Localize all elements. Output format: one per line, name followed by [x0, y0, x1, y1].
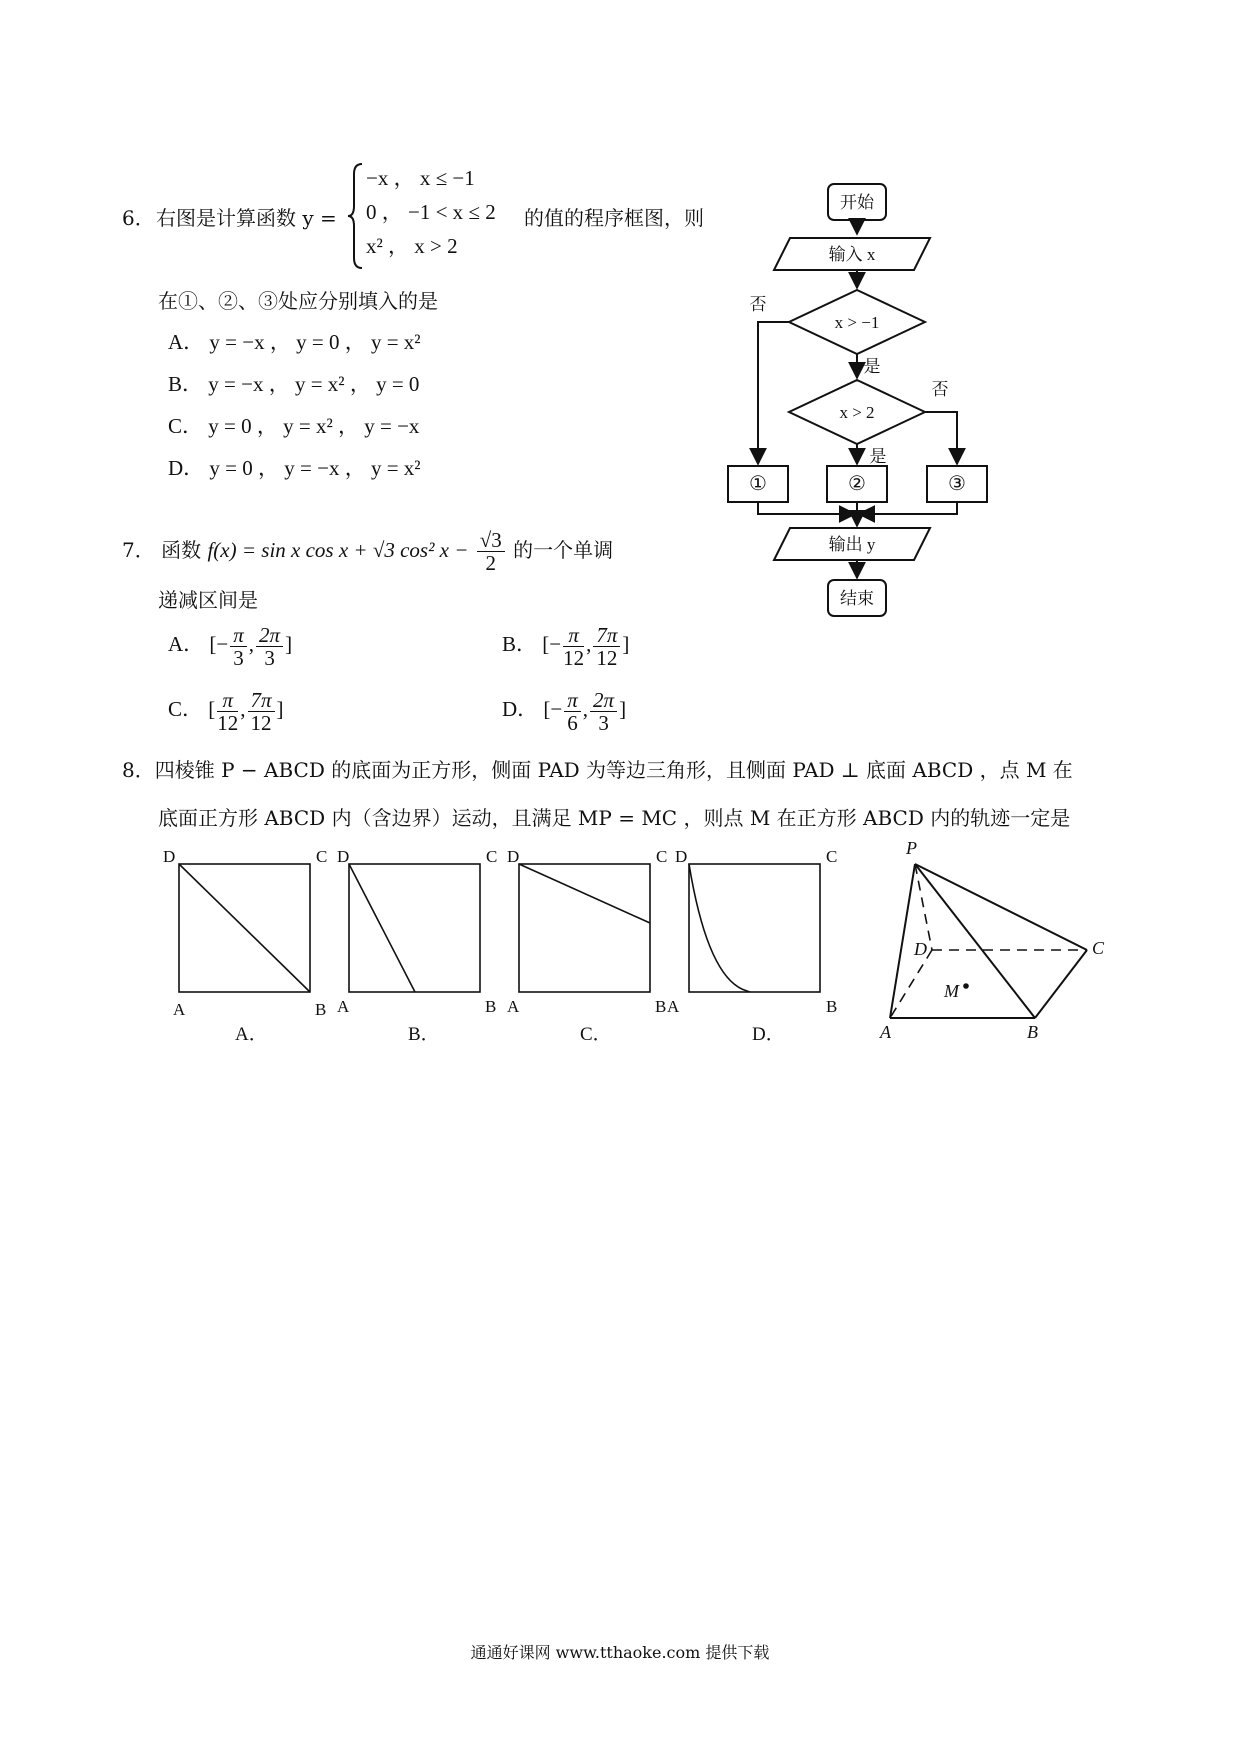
q8-line1 — [122, 757, 1073, 783]
q7-option-b: B． [− $\frac{\pi}{12}$ , $\frac{7\pi}{12}$ ] — [502, 622, 630, 670]
pyramid-label-p: P — [906, 838, 917, 858]
choice-b-label-a: A — [337, 997, 350, 1016]
choice-c-label-d: D — [507, 847, 520, 866]
pyramid-label-a: A — [880, 1022, 891, 1042]
q7-b-n1: π — [563, 624, 584, 647]
q7-function: f(x) = sin x cos x + √3 cos² x − — [207, 538, 469, 562]
flow-yes1-label: 是 — [863, 357, 881, 376]
q7-d-d1: 6 — [567, 710, 578, 735]
pyramid-label-m: M — [944, 981, 959, 1001]
pyramid-label-c: C — [1092, 938, 1105, 958]
flow-output-label: 输出 y — [828, 535, 876, 554]
choice-b-label-d: D — [337, 847, 350, 866]
q6-number: 6． — [122, 206, 155, 230]
q7-c-n1: π — [217, 689, 238, 712]
q7-d-n1: π — [564, 689, 581, 712]
flow-box2-label: ② — [848, 473, 866, 495]
q6-case-3: x² ， x > 2 — [366, 234, 458, 258]
q6-case-1: −x ， x ≤ −1 — [366, 166, 475, 190]
flow-no1-label: 否 — [749, 295, 767, 314]
q6-option-c: C． y = 0 ， y = x² ， y = −x — [168, 414, 420, 438]
flowchart — [700, 170, 1020, 630]
flow-yes2-label: 是 — [869, 447, 887, 466]
q7-option-d-lb: [− — [543, 697, 563, 721]
q7-b-n2: 7π — [593, 624, 620, 647]
edge-pb — [915, 864, 1035, 1018]
q6-option-b: B． y = −x ， y = x² ， y = 0 — [168, 372, 420, 396]
q7-option-d-rb: ] — [619, 697, 627, 721]
flow-box3-label: ③ — [948, 473, 966, 495]
choice-c-square — [519, 864, 650, 992]
edge-pc — [915, 864, 1087, 950]
q6-line2: 在①、②、③处应分别填入的是 — [158, 289, 438, 313]
flow-no2-label: 否 — [931, 380, 949, 399]
choice-d-label-b: B — [826, 997, 838, 1016]
q8-text-1: 四棱锥 P − ABCD 的底面为正方形，侧面 PAD 为等边三角形，且侧面 PAD ⊥ 底面 ABCD ，点 M 在 — [154, 758, 1073, 782]
q7-a-n2: 2π — [256, 624, 283, 647]
choice-c-label-a: A — [507, 997, 520, 1016]
q7-fraction-numerator: √3 — [477, 529, 505, 552]
choice-a-trajectory — [179, 864, 310, 992]
q7-option-c-rb: ] — [276, 697, 284, 721]
q7-option-d: D． [− $\frac{\pi}{6}$ , $\frac{2\pi}{3}$ ] — [502, 687, 627, 735]
q7-d-n2: 2π — [590, 689, 617, 712]
q7-b-d2: 12 — [596, 645, 618, 670]
choice-b-label-b: B — [485, 997, 497, 1016]
q6-brace — [346, 160, 368, 272]
q7-option-c-label: C． — [168, 697, 204, 721]
edge-pa — [890, 864, 915, 1018]
edge-pd-hidden — [915, 864, 932, 950]
choice-a-label-a: A — [173, 1000, 186, 1019]
choice-c-label-b: B — [655, 997, 667, 1016]
q8-line2: 底面正方形 ABCD 内（含边界）运动，且满足 MP = MC ，则点 M 在正方形 ABCD 内的轨迹一定是 — [158, 806, 1071, 830]
q7-line1 — [122, 520, 613, 580]
q6-cases — [366, 161, 496, 263]
q7-prefix: 函数 — [161, 538, 202, 562]
q7-c-n2: 7π — [248, 689, 275, 712]
q7-option-b-lb: [− — [542, 632, 562, 656]
q6-prefix: 右图是计算函数 y = — [156, 206, 337, 230]
choice-a-label-b: B — [315, 1000, 327, 1019]
q6-option-d: D． y = 0 ， y = −x ， y = x² — [168, 456, 421, 480]
choice-d-trajectory — [689, 864, 750, 992]
q7-option-d-label: D． — [502, 697, 539, 721]
q7-a-d2: 3 — [264, 645, 275, 670]
q7-option-c: C． [ $\frac{\pi}{12}$ , $\frac{7\pi}{12}$ ] — [168, 687, 284, 735]
choice-d-square — [689, 864, 820, 992]
flow-cond1-label: x > −1 — [834, 313, 880, 332]
pyramid-label-b: B — [1027, 1022, 1038, 1042]
choice-a-caption: A． — [235, 1024, 268, 1045]
q7-b-d1: 12 — [563, 645, 585, 670]
q7-a-d1: 3 — [233, 645, 244, 670]
flow-cond2-label: x > 2 — [839, 403, 875, 422]
q7-option-c-lb: [ — [208, 697, 216, 721]
choice-d-label-a: A — [667, 997, 680, 1016]
choice-c-caption: C． — [580, 1024, 612, 1045]
flow-end-label: 结束 — [840, 589, 874, 608]
q7-line2: 递减区间是 — [158, 588, 258, 612]
flow-input-label: 输入 x — [828, 245, 876, 264]
q8-choices-figure — [160, 840, 860, 1060]
q6-suffix: 的值的程序框图，则 — [524, 206, 704, 230]
q7-c-d2: 12 — [250, 710, 272, 735]
q7-option-b-rb: ] — [622, 632, 630, 656]
q7-option-a-label: A． — [168, 632, 205, 656]
q7-c-d1: 12 — [217, 710, 239, 735]
q7-a-n1: π — [230, 624, 247, 647]
pyramid-label-d: D — [914, 939, 927, 959]
choice-a-label-d: D — [163, 847, 176, 866]
choice-b-label-c: C — [486, 847, 498, 866]
q7-number: 7． — [122, 538, 155, 562]
choice-b-square — [349, 864, 480, 992]
q7-fraction-denominator: 2 — [485, 551, 497, 575]
choice-d-caption: D． — [752, 1024, 785, 1045]
choice-c-label-c: C — [656, 847, 668, 866]
choice-d-label-c: C — [826, 847, 838, 866]
choice-b-caption: B． — [408, 1024, 440, 1045]
page-footer: 通通好课网 www.tthaoke.com 提供下载 — [470, 1643, 770, 1662]
q7-option-a-lb: [− — [209, 632, 229, 656]
point-m — [963, 983, 969, 989]
choice-c-trajectory — [519, 864, 650, 923]
q6-option-a: A． y = −x ， y = 0 ， y = x² — [168, 330, 421, 354]
flow-start-label: 开始 — [840, 193, 874, 212]
choice-d-label-d: D — [675, 847, 688, 866]
choice-b-trajectory — [349, 864, 415, 992]
flow-box1-label: ① — [749, 473, 767, 495]
q7-option-b-label: B． — [502, 632, 538, 656]
q8-pyramid-figure — [870, 832, 1120, 1062]
q7-d-d2: 3 — [598, 710, 609, 735]
edge-bc — [1035, 950, 1087, 1018]
q7-option-a: A． [− $\frac{\pi}{3}$ , $\frac{2\pi}{3}$ ] — [168, 622, 293, 670]
choice-a-label-c: C — [316, 847, 328, 866]
q6-case-2: 0 ， −1 < x ≤ 2 — [366, 200, 496, 224]
q7-suffix: 的一个单调 — [513, 538, 614, 562]
q7-fraction — [477, 529, 505, 574]
q7-option-a-rb: ] — [285, 632, 293, 656]
q8-number: 8． — [122, 758, 155, 782]
